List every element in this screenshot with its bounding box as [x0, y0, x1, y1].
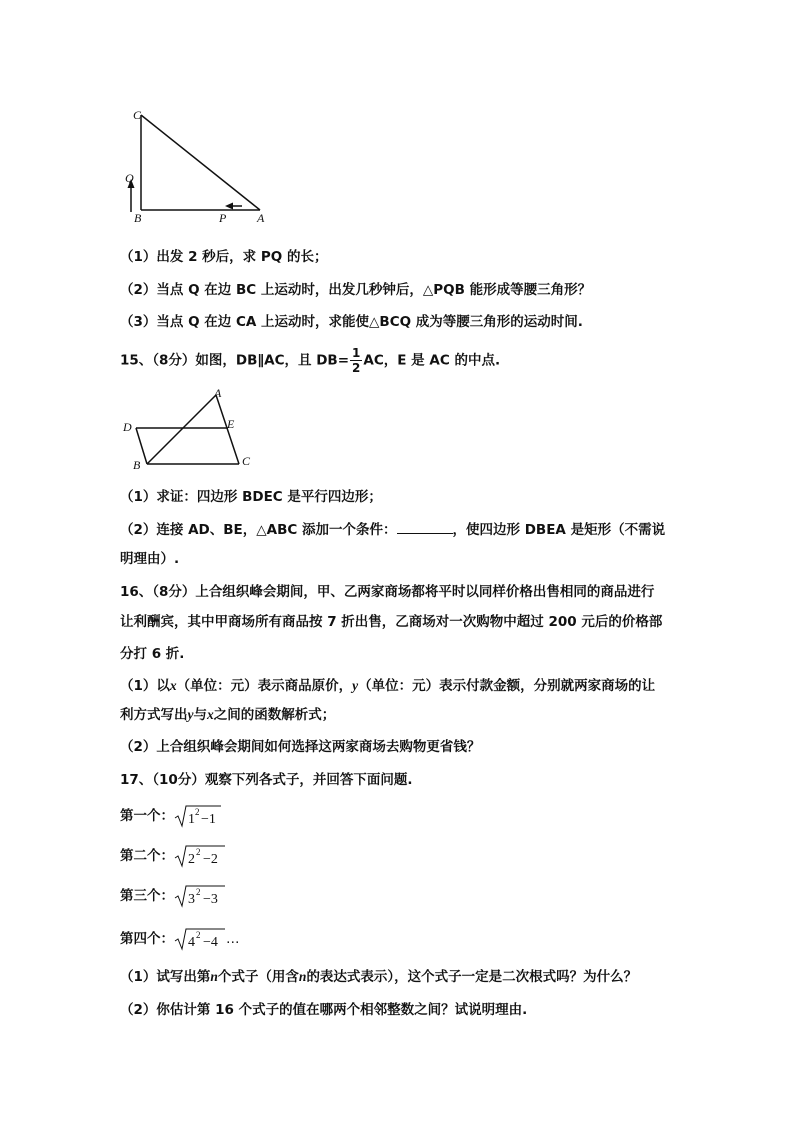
- q16-part2: （2）上合组织峰会期间如何选择这两家商场去购物更省钱？: [120, 739, 481, 755]
- fraction-one-half: [350, 346, 362, 375]
- q15-stem-before: 15、（8分）如图，DB∥AC，且 DB=: [120, 352, 350, 369]
- var-y: y: [352, 678, 359, 693]
- q17-part1-b: 个式子（用含: [217, 969, 299, 985]
- label-q: Q: [125, 171, 134, 185]
- q14-part1: （1）出发 2 秒后，求 PQ 的长；: [120, 249, 328, 265]
- q15-stem-after: AC，E 是 AC 的中点.: [363, 352, 501, 369]
- sqrt-expression: [174, 843, 226, 869]
- var-n: n: [210, 969, 218, 984]
- q17-part1-c: 的表达式表示），这个式子一定是二次根式吗？为什么？: [306, 969, 638, 985]
- q16-part1: [120, 677, 655, 695]
- q17-item-4: [120, 926, 240, 952]
- sqrt-expression: [174, 926, 226, 952]
- var-x: x: [207, 707, 214, 722]
- base: 2: [188, 852, 195, 867]
- q15-stem: [120, 346, 500, 375]
- q16-line2: 让利酬宾，其中甲商场所有商品按 7 折出售，乙商场对一次购物中超过 200 元后的价格部: [120, 614, 663, 630]
- q15-part2: [120, 521, 665, 539]
- ellipsis: …: [226, 931, 240, 947]
- q17-item-1: [120, 803, 222, 829]
- segment-ba: [147, 395, 216, 464]
- minus-term: −1: [201, 812, 216, 827]
- figure-parallelogram: [118, 385, 268, 475]
- minus-term: −4: [203, 935, 218, 950]
- sqrt-expression: [174, 803, 222, 829]
- item-label: 第三个：: [120, 888, 174, 904]
- q16-part1-line2-c: 之间的函数解析式；: [213, 707, 336, 723]
- var-y: y: [187, 707, 194, 722]
- fraction-numerator: 1: [352, 346, 361, 360]
- label-e: E: [227, 417, 235, 431]
- q17-item-2: [120, 843, 226, 869]
- base: 1: [188, 812, 195, 827]
- side-ca: [141, 115, 260, 210]
- item-label: 第一个：: [120, 808, 174, 824]
- q16-line3: 分打 6 折.: [120, 646, 185, 662]
- label-c: C: [242, 454, 251, 468]
- label-c: C: [133, 108, 142, 122]
- q17-part1: [120, 968, 637, 986]
- q17-part2: （2）你估计第 16 个式子的值在哪两个相邻整数之间？试说明理由.: [120, 1002, 528, 1018]
- q15-part2-cont: 明理由）.: [120, 551, 180, 567]
- var-n: n: [298, 969, 307, 984]
- exponent: 2: [196, 930, 201, 940]
- q17-part1-a: （1）试写出第: [120, 969, 211, 985]
- q14-part3: （3）当点 Q 在边 CA 上运动时，求能使△BCQ 成为等腰三角形的运动时间.: [120, 314, 583, 330]
- answer-blank[interactable]: [397, 521, 453, 534]
- item-label: 第二个：: [120, 848, 174, 864]
- label-b: B: [133, 458, 141, 472]
- figure-triangle-abc: [118, 100, 278, 230]
- q16-part1-line2-a: 利方式写出: [120, 707, 188, 723]
- q16-part1-c: （单位：元）表示付款金额，分别就两家商场的让: [358, 678, 656, 694]
- q15-part2-after: ，使四边形 DBEA 是矩形（不需说: [452, 522, 666, 538]
- label-d: D: [123, 420, 132, 434]
- sqrt-expression: [174, 883, 226, 909]
- q16-part1-a: （1）以: [120, 678, 170, 694]
- q16-line1: 16、（8分）上合组织峰会期间，甲、乙两家商场都将平时以同样价格出售相同的商品进行: [120, 584, 655, 600]
- arrow-p-head: [225, 203, 233, 210]
- fraction-denominator: 2: [352, 361, 361, 375]
- label-a: A: [257, 211, 265, 225]
- q15-part1: （1）求证：四边形 BDEC 是平行四边形；: [120, 489, 382, 505]
- label-a: A: [214, 386, 222, 400]
- minus-term: −3: [203, 892, 218, 907]
- exponent: 2: [196, 847, 201, 857]
- minus-term: −2: [203, 852, 218, 867]
- exponent: 2: [196, 887, 201, 897]
- q17-item-3: [120, 883, 226, 909]
- q17-stem: 17、（10分）观察下列各式子，并回答下面问题.: [120, 772, 413, 788]
- var-x: x: [169, 678, 177, 693]
- item-label: 第四个：: [120, 931, 174, 947]
- label-b: B: [134, 211, 142, 225]
- label-p: P: [219, 211, 227, 225]
- q16-part1-line2-b: 与: [193, 707, 207, 723]
- exponent: 2: [195, 807, 200, 817]
- q16-part1-b: （单位：元）表示商品原价，: [176, 678, 353, 694]
- base: 4: [188, 935, 195, 950]
- q14-part2: （2）当点 Q 在边 BC 上运动时，出发几秒钟后，△PQB 能形成等腰三角形？: [120, 282, 592, 298]
- q16-part1-line2: [120, 706, 335, 724]
- q15-part2-before: （2）连接 AD、BE，△ABC 添加一个条件：: [120, 522, 397, 538]
- base: 3: [188, 892, 195, 907]
